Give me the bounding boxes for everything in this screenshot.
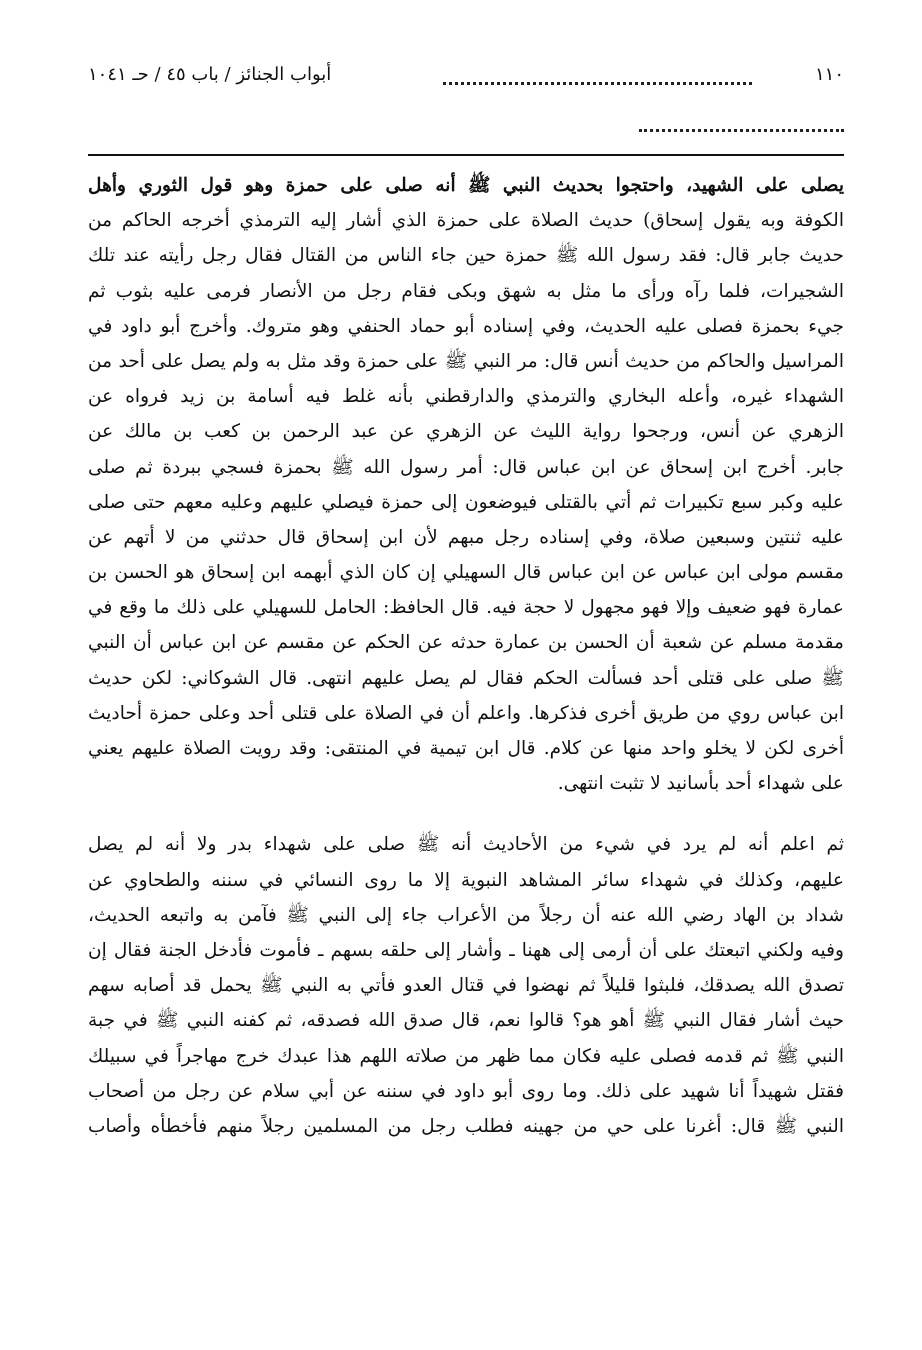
text-line: يصلى على الشهيد، واحتجوا بحديث النبي ﷺ أنه صلى على حمزة وهو قول الثوري وأهل — [88, 175, 844, 196]
text-line: تصدق الله يصدقك، فلبثوا قليلاً ثم نهضوا في قتال العدو فأتي به النبي ﷺ يحمل قد أصابه سهم — [88, 975, 844, 997]
header-dotted-leader — [443, 82, 752, 85]
text-line: الشجيرات، فلما رآه ورأى ما مثل به شهق وبكى فقام رجل من الأنصار فرمى عليه بثوب ثم — [88, 280, 844, 302]
book-page — [88, 58, 844, 1310]
text-line: حيث أشار فقال النبي ﷺ أهو هو؟ قالوا نعم، قال صدق الله فصدقه، ثم كفنه النبي ﷺ في جبة — [88, 1010, 844, 1032]
text-line: فقتل شهيداً أنا شهيد على ذلك. وما روى أبو داود في سننه عن أبي سلام عن رجل من أصحاب — [88, 1080, 844, 1102]
text-line: حديث جابر قال: فقد رسول الله ﷺ حمزة حين جاء الناس من القتال فقال رجل رأيته عند تلك — [88, 245, 844, 267]
text-line: ﷺ صلى على قتلى أحد فسألت الحكم فقال لم يصل عليهم انتهى. قال الشوكاني: لكن حديث — [88, 667, 844, 689]
text-line: على شهداء أحد بأسانيد لا تثبت انتهى. — [557, 773, 844, 795]
header-rule — [88, 154, 844, 156]
text-line: الكوفة وبه يقول إسحاق) حديث الصلاة على حمزة الذي أشار إليه الترمذي أخرجه الحاكم من — [88, 210, 844, 232]
text-line: شداد بن الهاد رضي الله عنه أن رجلاً من الأعراب جاء إلى النبي ﷺ فآمن به واتبعه الحديث، — [88, 904, 844, 926]
page-header — [88, 58, 844, 94]
text-line: جابر. أخرج ابن إسحاق عن ابن عباس قال: أمر رسول الله ﷺ بحمزة فسجي ببردة ثم صلى — [88, 456, 844, 478]
dotted-separator — [639, 129, 844, 132]
text-line: المراسيل والحاكم من حديث أنس قال: مر النبي ﷺ على حمزة وقد مثل به ولم يصل على أحد من — [88, 350, 844, 372]
text-line: النبي ﷺ ثم قدمه فصلى عليه فكان مما ظهر من صلاته اللهم هذا عبدك خرج مهاجراً في سبيلك — [88, 1045, 844, 1067]
text-line: أخرى لكن لا يخلو واحد منها عن كلام. قال ابن تيمية في المنتقى: وقد رويت الصلاة عليهم يعني — [88, 738, 844, 759]
text-line: عليهم، وكذلك في شهداء سائر المشاهد النبوية إلا ما روى النسائي في سننه والطحاوي عن — [88, 869, 844, 891]
text-line: الشهداء غيره، وأعله البخاري والترمذي والدارقطني بأنه غلط فيه أسامة بن زيد فرواه عن — [88, 386, 844, 408]
body-text — [88, 168, 844, 1144]
paragraph-gap — [88, 801, 844, 827]
running-title: أبواب الجنائز / باب ٤٥ / حـ ١٠٤١ — [88, 64, 332, 85]
text-line: وفيه ولكني اتبعتك على أن أرمى إلى ههنا ـ وأشار إلى حلقه بسهم ـ فأموت فأدخل الجنة فقال إن — [88, 939, 844, 961]
text-line: الزهري عن أنس، ورجحوا رواية الليث عن الزهري عن عبد الرحمن بن كعب بن مالك عن — [88, 421, 844, 443]
text-line: عليه ثنتين وسبعين صلاة، وفي إسناده رجل مبهم لأن ابن إسحاق قال حدثني من لا أتهم عن — [88, 526, 844, 548]
text-line: جيء بحمزة فصلى عليه الحديث، وفي إسناده أبو حماد الحنفي وهو متروك. وأخرج أبو داود في — [88, 315, 844, 337]
text-line: عليه وكبر سبع تكبيرات ثم أتي بالقتلى فيوضعون إلى حمزة فيصلي عليهم وعليه معهم حتى صلى — [88, 491, 844, 513]
text-line: ابن عباس روي من طريق أخرى فذكرها. واعلم أن في الصلاة على قتلى أحد وعلى حمزة أحاديث — [88, 702, 844, 724]
page-number: ١١٠ — [814, 64, 844, 85]
text-line: ثم اعلم أنه لم يرد في شيء من الأحاديث أنه ﷺ صلى على شهداء بدر ولا أنه لم يصل — [88, 834, 844, 856]
text-line: عمارة فهو ضعيف وإلا فهو مجهول لا حجة فيه. قال الحافظ: الحامل للسهيلي على ذلك ما وقع في — [88, 597, 844, 619]
text-line: مقسم مولى ابن عباس عن ابن عباس قال السهيلي إن كان الذي أبهمه ابن إسحاق هو الحسن بن — [88, 562, 844, 584]
text-line: مقدمة مسلم عن شعبة أن الحسن بن عمارة حدثه عن الحكم عن مقسم عن ابن عباس أن النبي — [88, 632, 844, 654]
paragraph-1 — [88, 168, 844, 801]
text-line: النبي ﷺ قال: أغرنا على حي من جهينه فطلب رجل من المسلمين رجلاً منهم فأخطأه وأصاب — [88, 1115, 844, 1137]
paragraph-2 — [88, 827, 844, 1144]
